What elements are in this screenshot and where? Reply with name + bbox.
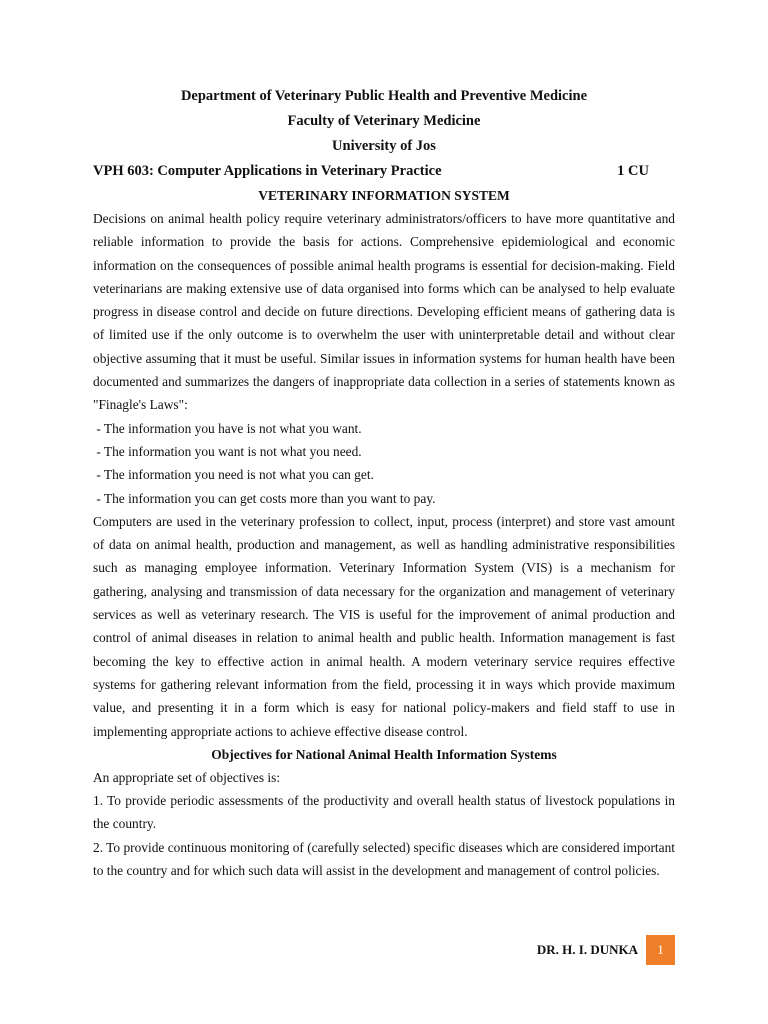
course-units: 1 CU [617, 163, 649, 179]
course-title: VPH 603: Computer Applications in Veterinary Practice [93, 163, 442, 179]
course-row [93, 159, 675, 184]
university-heading: University of Jos [332, 138, 436, 154]
objectives-heading: Objectives for National Animal Health Information Systems [211, 746, 557, 762]
intro-paragraph: Decisions on animal health policy require veterinary administrators/officers to have more quantitative and reliable information to provide the basis for actions. Comprehensive epidemiological and economic information on the consequences of possible animal health programs is essential for decision-making. Field veterinarians are making extensive use of data organised into forms which can be analysed to help evaluate progress in disease control and decide on future directions. Developing efficient means of gathering data is of limited use if the only outcome is to overwhelm the user with uninterpretable detail and without clear objective assuming that it must be useful. Similar issues in information systems for human health have been documented and summarizes the dangers of inappropriate data collection in a series of statements known as "Finagle's Laws": [93, 211, 675, 413]
finagle-law-item: - The information you want is not what you need. [93, 443, 362, 459]
footer-author: DR. H. I. DUNKA [536, 942, 638, 957]
department-heading: Department of Veterinary Public Health and Preventive Medicine [180, 88, 588, 104]
faculty-heading: Faculty of Veterinary Medicine [287, 113, 481, 129]
document-page [93, 84, 675, 882]
objective-item: 2. To provide continuous monitoring of (carefully selected) specific diseases which are considered important to the country and for which such data will assist in the development and management of control policies. [93, 839, 675, 879]
finagle-law-item: - The information you can get costs more than you want to pay. [93, 490, 436, 506]
computers-paragraph: Computers are used in the veterinary profession to collect, input, process (interpret) and store vast amount of data on animal health, production and management, as well as handling administrative responsibilities such as managing employee information. Veterinary Information System (VIS) is a mechanism for gathering, analysing and transmission of data necessary for the organization and management of veterinary services as well as veterinary research. The VIS is useful for the improvement of animal production and control of animal diseases in relation to animal health and public health. Information management is fast becoming the key to effective action in animal health. A modern veterinary service requires effective systems for gathering relevant information from the field, processing it in ways which provide maximum value, and presenting it in a form which is easy for national policy-makers and field staff to use in implementing appropriate actions to achieve effective disease control. [93, 513, 675, 739]
finagle-law-item: - The information you have is not what you want. [93, 420, 362, 436]
section-title: VETERINARY INFORMATION SYSTEM [258, 188, 510, 203]
objectives-intro: An appropriate set of objectives is: [93, 769, 281, 785]
page-footer [0, 935, 768, 965]
finagle-law-item: - The information you need is not what you can get. [93, 467, 374, 483]
objective-item: 1. To provide periodic assessments of the productivity and overall health status of livestock populations in the country. [93, 793, 675, 832]
page-number-badge: 1 [646, 935, 675, 965]
